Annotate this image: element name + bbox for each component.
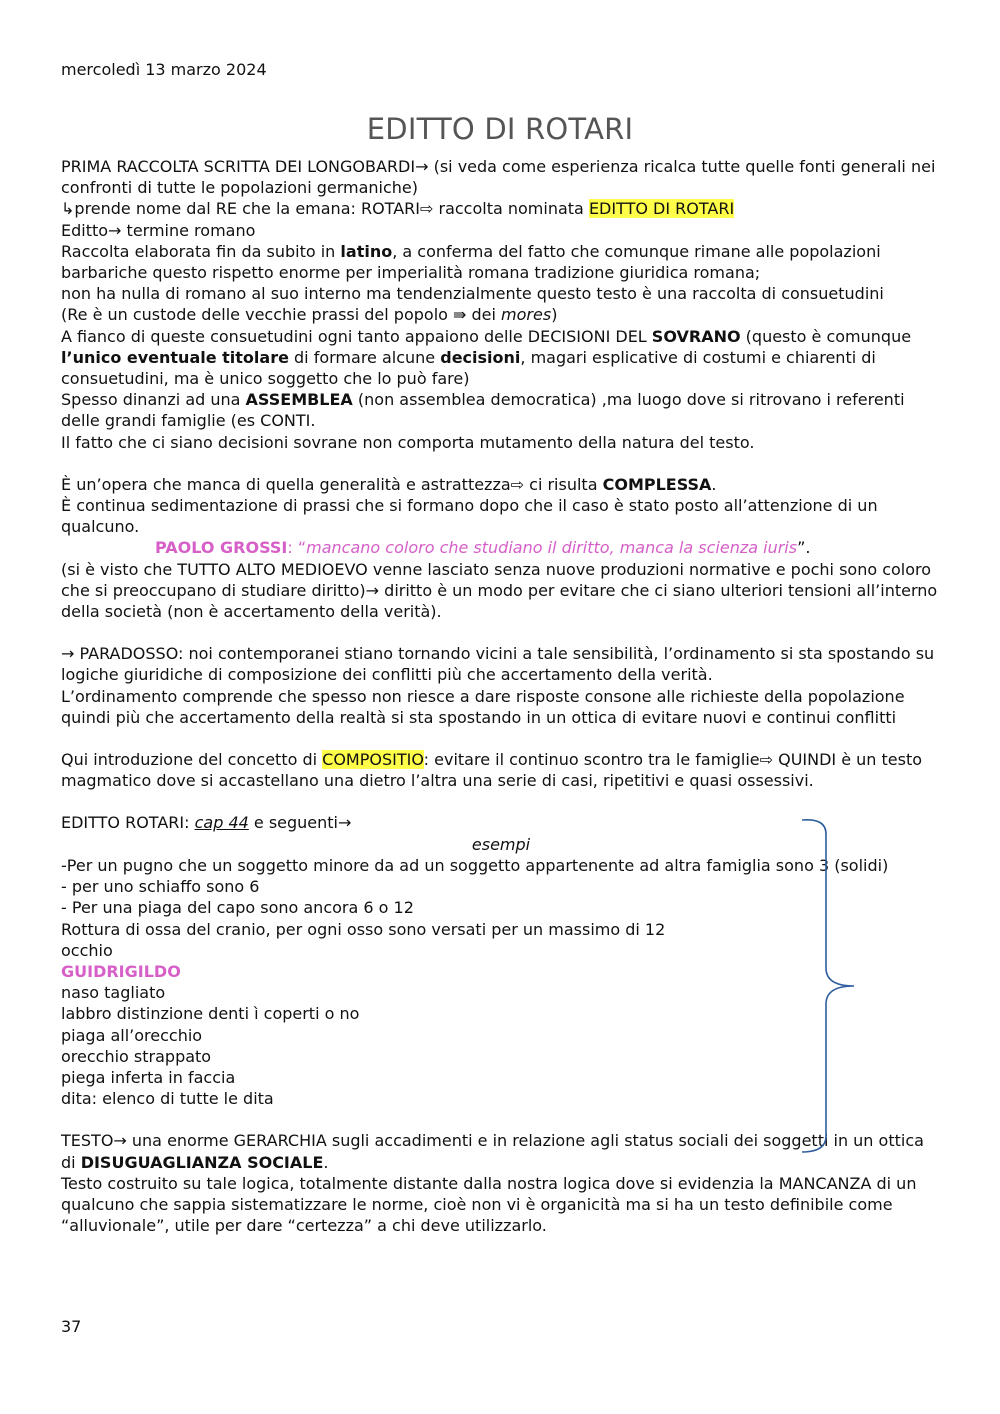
text: . bbox=[711, 474, 717, 494]
text: Raccolta elaborata fin da subito in bbox=[61, 241, 341, 261]
text: EDITTO ROTARI: bbox=[61, 813, 195, 833]
spacer bbox=[61, 453, 941, 474]
spacer bbox=[61, 622, 941, 643]
list-item: -Per un pugno che un soggetto minore da ad un soggetto appartenente ad altra famiglia sono 3 (solidi) bbox=[61, 855, 889, 875]
bold-text: ASSEMBLEA bbox=[245, 390, 353, 410]
list-item: orecchio strappato bbox=[61, 1046, 212, 1066]
text: e seguenti→ bbox=[248, 813, 352, 833]
list-item: piaga all’orecchio bbox=[61, 1025, 203, 1045]
paragraph: → PARADOSSO: noi contemporanei stiano tornando vicini a tale sensibilità, l’ordinamento si sta spostando su logiche giuridiche di composizione dei conflitti più che accertamento della verità. bbox=[61, 644, 935, 685]
text: : “ bbox=[287, 538, 307, 558]
date: mercoledì 13 marzo 2024 bbox=[61, 60, 267, 79]
list-item: - per uno schiaffo sono 6 bbox=[61, 877, 260, 897]
list-item: Rottura di ossa del cranio, per ogni osso sono versati per un massimo di 12 bbox=[61, 919, 666, 939]
text: Qui introduzione del concetto di bbox=[61, 750, 323, 770]
paragraph: È continua sedimentazione di prassi che si formano dopo che il caso è stato posto all’attenzione di un qualcuno. bbox=[61, 496, 878, 537]
bold-text: l’unico eventuale titolare bbox=[61, 347, 289, 367]
quote-author: PAOLO GROSSI bbox=[155, 538, 288, 558]
paragraph: PRIMA RACCOLTA SCRITTA DEI LONGOBARDI→ (si veda come esperienza ricalca tutte quelle fonti generali nei confronti di tutte le popolazioni germaniche) bbox=[61, 157, 936, 198]
text: A fianco di queste consuetudini ogni tanto appaiono delle DECISIONI DEL bbox=[61, 326, 652, 346]
text: , a conferma del fatto che comunque rimane alle popolazioni barbariche questo rispetto enorme per imperialità romana tradizione giuridica romana; bbox=[61, 241, 881, 283]
curly-brace-icon bbox=[802, 818, 862, 1158]
highlighted-text: COMPOSITIO bbox=[322, 750, 424, 770]
bold-text: latino bbox=[340, 241, 393, 261]
list-item: labbro distinzione denti ì coperti o no bbox=[61, 1004, 360, 1024]
text: (Re è un custode delle vecchie prassi del popolo ⇛ dei bbox=[61, 305, 502, 325]
chapter-reference: cap 44 bbox=[194, 813, 249, 833]
text: Spesso dinanzi ad una bbox=[61, 390, 246, 410]
text: (non assemblea democratica) ,ma luogo dove si ritrovano i referenti delle grandi famiglie (es CONTI. bbox=[61, 390, 905, 431]
list-item: - Per una piaga del capo sono ancora 6 o 12 bbox=[61, 898, 414, 918]
text: (questo è comunque bbox=[740, 326, 912, 346]
list-item: piega inferta in faccia bbox=[61, 1067, 236, 1087]
text: di formare alcune bbox=[288, 347, 441, 367]
bold-text: COMPLESSA bbox=[602, 474, 712, 494]
examples-label: esempi bbox=[471, 834, 531, 854]
bold-text: DISUGUAGLIANZA SOCIALE bbox=[80, 1152, 324, 1172]
quote-text: mancano coloro che studiano il diritto, manca la scienza iuris bbox=[306, 538, 798, 558]
page-number: 37 bbox=[61, 1317, 82, 1336]
spacer bbox=[61, 728, 941, 749]
bold-text: decisioni bbox=[440, 347, 521, 367]
paragraph: L’ordinamento comprende che spesso non riesce a dare risposte consone alle richieste della popolazione quindi più che accertamento della realtà si sta spostando in un ottica di evitare nuovi e continui conflitti bbox=[61, 686, 905, 727]
paragraph bbox=[61, 304, 941, 325]
text: ) bbox=[551, 305, 558, 325]
page-title: EDITTO DI ROTARI bbox=[366, 112, 634, 146]
paragraph bbox=[61, 389, 941, 431]
bold-text: SOVRANO bbox=[651, 326, 741, 346]
list-item: dita: elenco di tutte le dita bbox=[61, 1089, 274, 1109]
paragraph: Editto→ termine romano bbox=[61, 220, 256, 240]
italic-text: mores bbox=[501, 305, 552, 325]
text: : evitare il continuo scontro tra le famiglie⇨ QUINDI è un testo magmatico dove si accastellano una dietro l’altra una serie di casi, ripetitivi e quasi ossessivi. bbox=[61, 750, 923, 791]
paragraph bbox=[61, 474, 941, 495]
paragraph bbox=[61, 198, 941, 219]
quote bbox=[61, 537, 941, 558]
paragraph: (si è visto che TUTTO ALTO MEDIOEVO venne lasciato senza nuove produzioni normative e pochi sono coloro che si preoccupano di studiare diritto)→ diritto è un modo per evitare che ci siano ulteriori tensioni all’interno della società (non è accertamento della verità). bbox=[61, 559, 938, 622]
list-item: naso tagliato bbox=[61, 983, 166, 1003]
text: ↳prende nome dal RE che la emana: ROTARI⇨ raccolta nominata bbox=[61, 199, 589, 219]
paragraph bbox=[61, 241, 941, 283]
text: TESTO→ una enorme GERARCHIA sugli accadimenti e in relazione agli status sociali dei soggetti in un ottica di bbox=[61, 1131, 924, 1172]
paragraph bbox=[61, 749, 941, 791]
guidrigildo-label: GUIDRIGILDO bbox=[61, 961, 181, 981]
text: . bbox=[323, 1152, 329, 1172]
paragraph: non ha nulla di romano al suo interno ma tendenzialmente questo testo è una raccolta di consuetudini bbox=[61, 284, 884, 304]
list-item: occhio bbox=[61, 940, 113, 960]
spacer bbox=[61, 791, 941, 812]
paragraph bbox=[61, 326, 941, 390]
text: , magari esplicative di costumi e chiarenti di consuetudini, ma è unico soggetto che lo può fare) bbox=[61, 347, 876, 389]
text: ”. bbox=[797, 538, 811, 558]
paragraph: Il fatto che ci siano decisioni sovrane non comporta mutamento della natura del testo. bbox=[61, 432, 755, 452]
highlighted-text: EDITTO DI ROTARI bbox=[588, 199, 735, 219]
text: È un’opera che manca di quella generalità e astrattezza⇨ ci risulta bbox=[61, 474, 603, 494]
paragraph: Testo costruito su tale logica, totalmente distante dalla nostra logica dove si evidenzia la MANCANZA di un qualcuno che sappia sistematizzare le norme, cioè non vi è organicità ma si ha un testo definibile come “alluvionale”, utile per dare “certezza” a chi deve utilizzarlo. bbox=[61, 1173, 917, 1236]
